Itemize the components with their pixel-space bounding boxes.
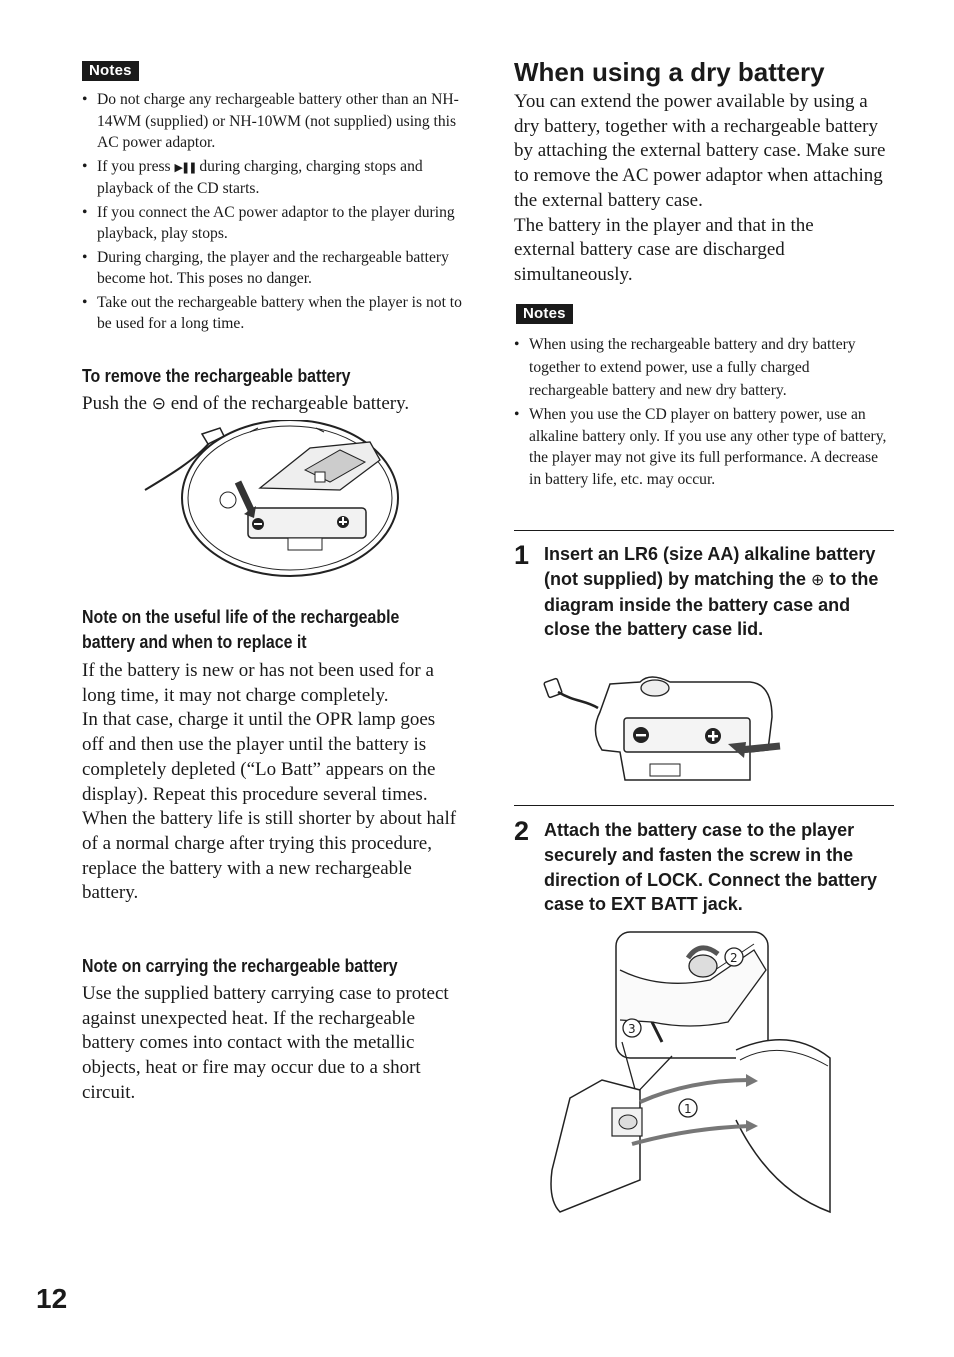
step-number: 2 — [514, 816, 530, 846]
intro — [514, 90, 892, 288]
notes-badge: Notes — [516, 304, 573, 324]
divider — [514, 530, 894, 531]
insert-battery-illustration — [540, 672, 788, 787]
remove-text: Push the ⊝ end of the rechargeable battery. — [82, 393, 410, 414]
useful-life-heading-line1: Note on the useful life of the rechargeable — [82, 606, 400, 627]
useful-life-para2: In that case, charge it until the OPR lamp goes off and then use the player until the battery is completely depleted (“Lo Batt” appears on the display). Repeat this procedure several times. — [82, 709, 436, 805]
notes-badge: Notes — [82, 61, 139, 81]
intro-para2: The battery in the player and that in the external battery case are discharged simultaneously. — [514, 214, 814, 285]
list-item: • If you press ▶❚❚ during charging, charging stops and playback of the CD starts. — [82, 156, 462, 200]
list-item: • When using the rechargeable battery and dry battery together to extend power, use a fully charged rechargeable battery and new dry battery. — [514, 333, 890, 402]
minus-circle-icon: ⊝ — [151, 394, 166, 414]
list-item: • During charging, the player and the rechargeable battery become hot. This poses no danger. — [82, 247, 462, 290]
step-1 — [514, 542, 894, 642]
useful-life-heading-line2: battery and when to replace it — [82, 631, 307, 652]
intro-para1: You can extend the power available by using a dry battery, together with a rechargeable battery by attaching the external battery case. Make sure to remove the AC power adaptor when attaching the external battery case. — [514, 91, 886, 211]
step-number: 1 — [514, 540, 530, 570]
list-item: • Take out the rechargeable battery when the player is not to be used for a long time. — [82, 292, 462, 335]
useful-life-para3: When the battery life is still shorter by about half of a normal charge after trying this procedure, replace the battery with a new rechargeable battery. — [82, 808, 457, 904]
useful-life-section — [82, 604, 467, 906]
remove-section — [82, 363, 467, 417]
attach-case-illustration — [540, 930, 840, 1220]
useful-life-para1: If the battery is new or has not been used for a long time, it may not charge completely. — [82, 660, 434, 706]
step-1-text: Insert an LR6 (size AA) alkaline battery (not supplied) by matching the ⊕ to the diagram inside the battery case and close the battery case lid. — [544, 544, 879, 640]
carrying-heading: Note on carrying the rechargeable battery — [82, 955, 398, 976]
right-notes-list — [514, 333, 890, 490]
left-notes — [82, 61, 139, 81]
page-title: When using a dry battery — [514, 57, 825, 87]
step-2 — [514, 818, 896, 917]
plus-circle-icon: ⊕ — [811, 569, 825, 589]
carrying-section — [82, 953, 467, 1106]
page-number: 12 — [36, 1283, 68, 1314]
callout-2: 2 — [730, 951, 738, 965]
list-item: • When you use the CD player on battery power, use an alkaline battery only. If you use any other type of battery, the player may not give its full performance. A decrease in battery life, etc. may occur. — [514, 404, 890, 490]
step-2-text: Attach the battery case to the player securely and fasten the screw in the direction of LOCK. Connect the battery case to EXT BATT jack. — [544, 820, 878, 915]
list-item: • Do not charge any rechargeable battery other than an NH-14WM (supplied) or NH-10WM (not supplied) using this AC power adaptor. — [82, 89, 462, 154]
divider — [514, 805, 894, 806]
carrying-para: Use the supplied battery carrying case to protect against unexpected heat. If the rechargeable battery comes into contact with the metallic objects, heat or fire may occur due to a short circuit. — [82, 983, 449, 1103]
list-item: • If you connect the AC power adaptor to the player during playback, play stops. — [82, 202, 462, 245]
remove-battery-illustration — [140, 420, 410, 585]
remove-heading: To remove the rechargeable battery — [82, 365, 351, 386]
left-notes-list — [82, 89, 462, 335]
callout-1: 1 — [684, 1102, 692, 1116]
right-notes — [516, 304, 573, 324]
callout-3: 3 — [628, 1022, 636, 1036]
play-pause-icon: ▶❚❚ — [174, 160, 196, 174]
